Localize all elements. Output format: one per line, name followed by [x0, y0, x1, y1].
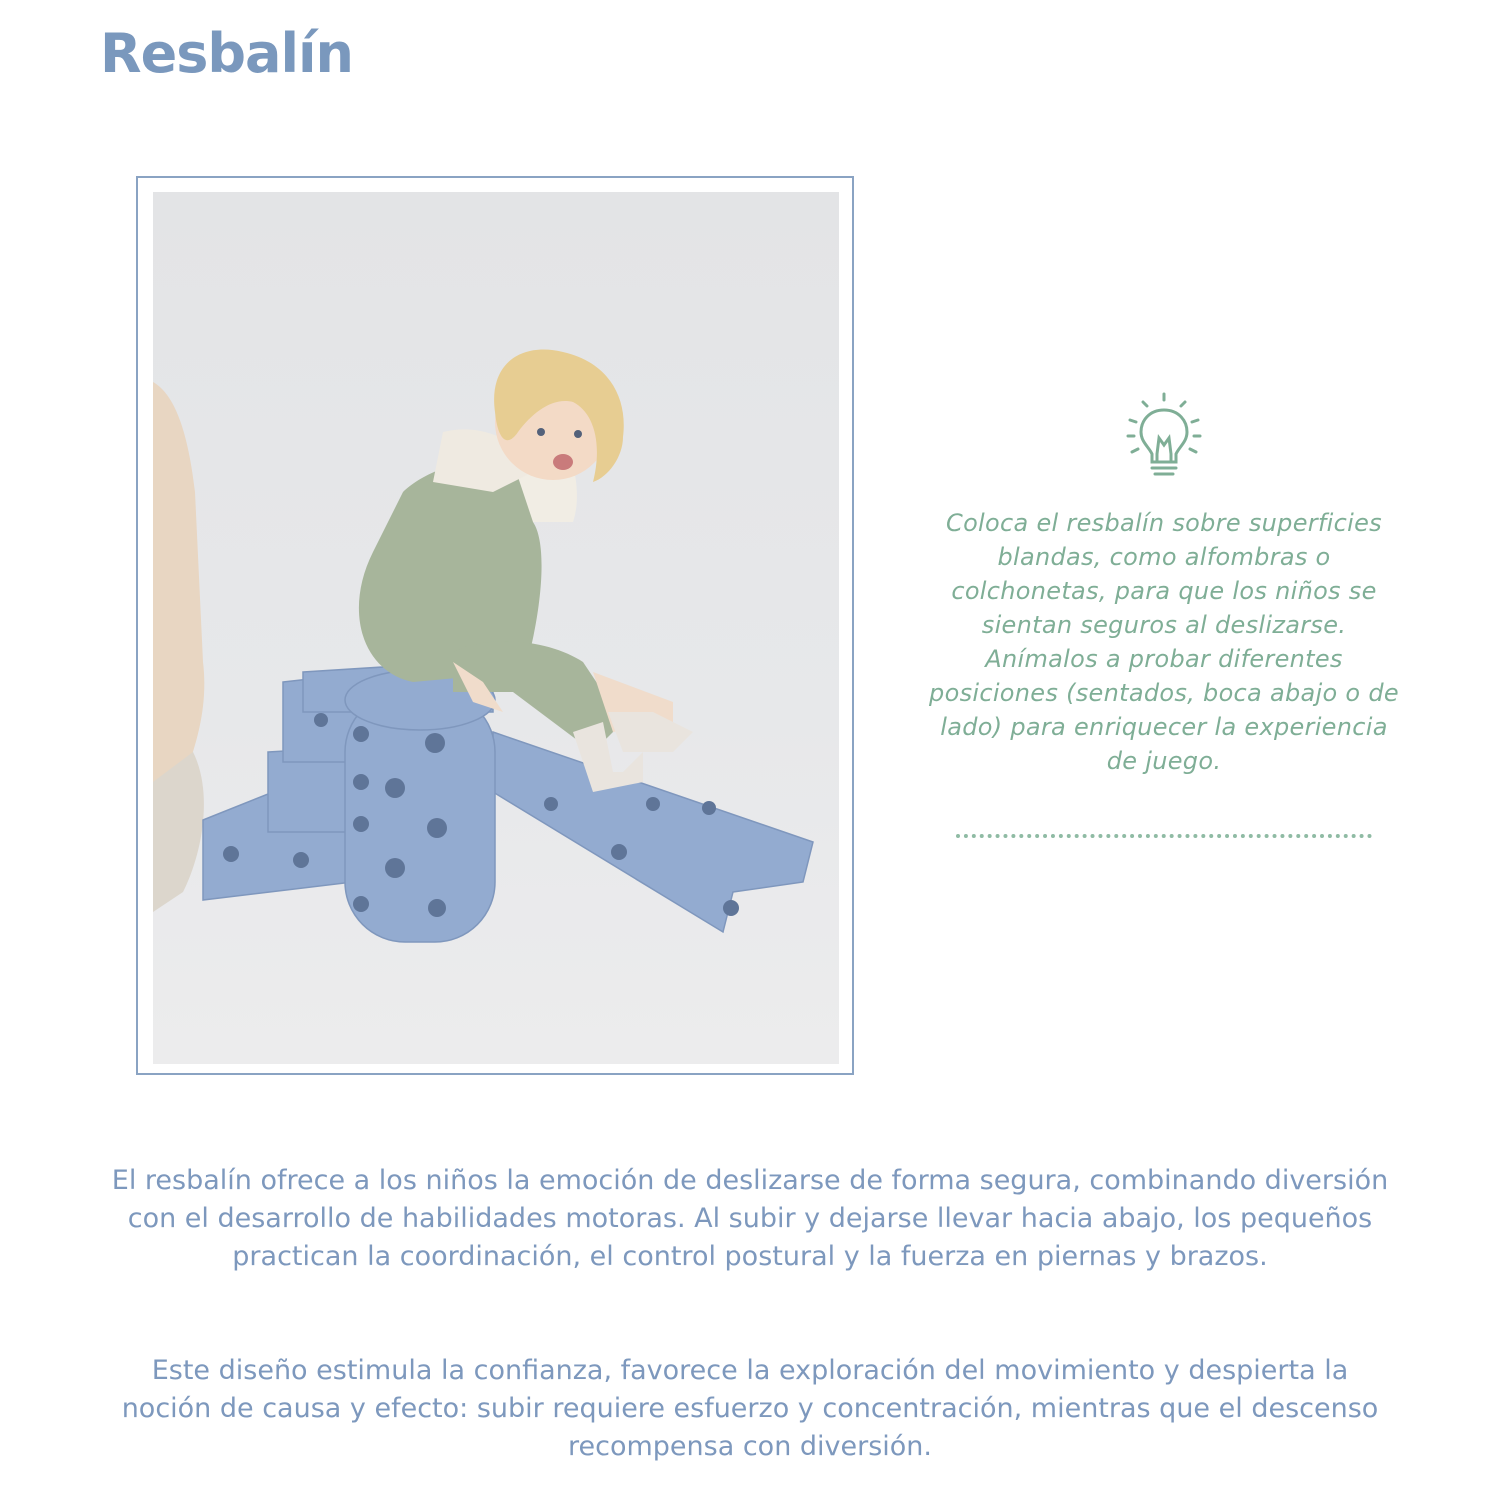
- tip-text: Coloca el resbalín sobre superficies blandas, como alfombras o colchonetas, para que los niños se sientan seguros al deslizarse. Anímalos a probar diferentes posiciones (sentados, boca abajo o de lado) para enriquecer la experiencia de juego.: [929, 509, 1399, 775]
- description-paragraph-1: El resbalín ofrece a los niños la emoción de deslizarse de forma segura, combinando diversión con el desarrollo de habilidades motoras. Al subir y dejarse llevar hacia abajo, los pequeños practican la coordinación, el control postural y la fuerza en piernas y brazos.: [111, 1165, 1389, 1272]
- dotted-divider: [956, 834, 1372, 838]
- product-photo: [153, 192, 839, 1064]
- child-on-slide-illustration: [153, 192, 839, 1064]
- page-title: Resbalín: [100, 22, 353, 85]
- lightbulb-icon: [1124, 390, 1204, 480]
- description-paragraph-2: Este diseño estimula la confianza, favorece la exploración del movimiento y despierta la noción de causa y efecto: subir requiere esfuerzo y concentración, mientras que el descenso recompensa con diversión.: [121, 1355, 1379, 1462]
- photo-frame: [136, 176, 854, 1075]
